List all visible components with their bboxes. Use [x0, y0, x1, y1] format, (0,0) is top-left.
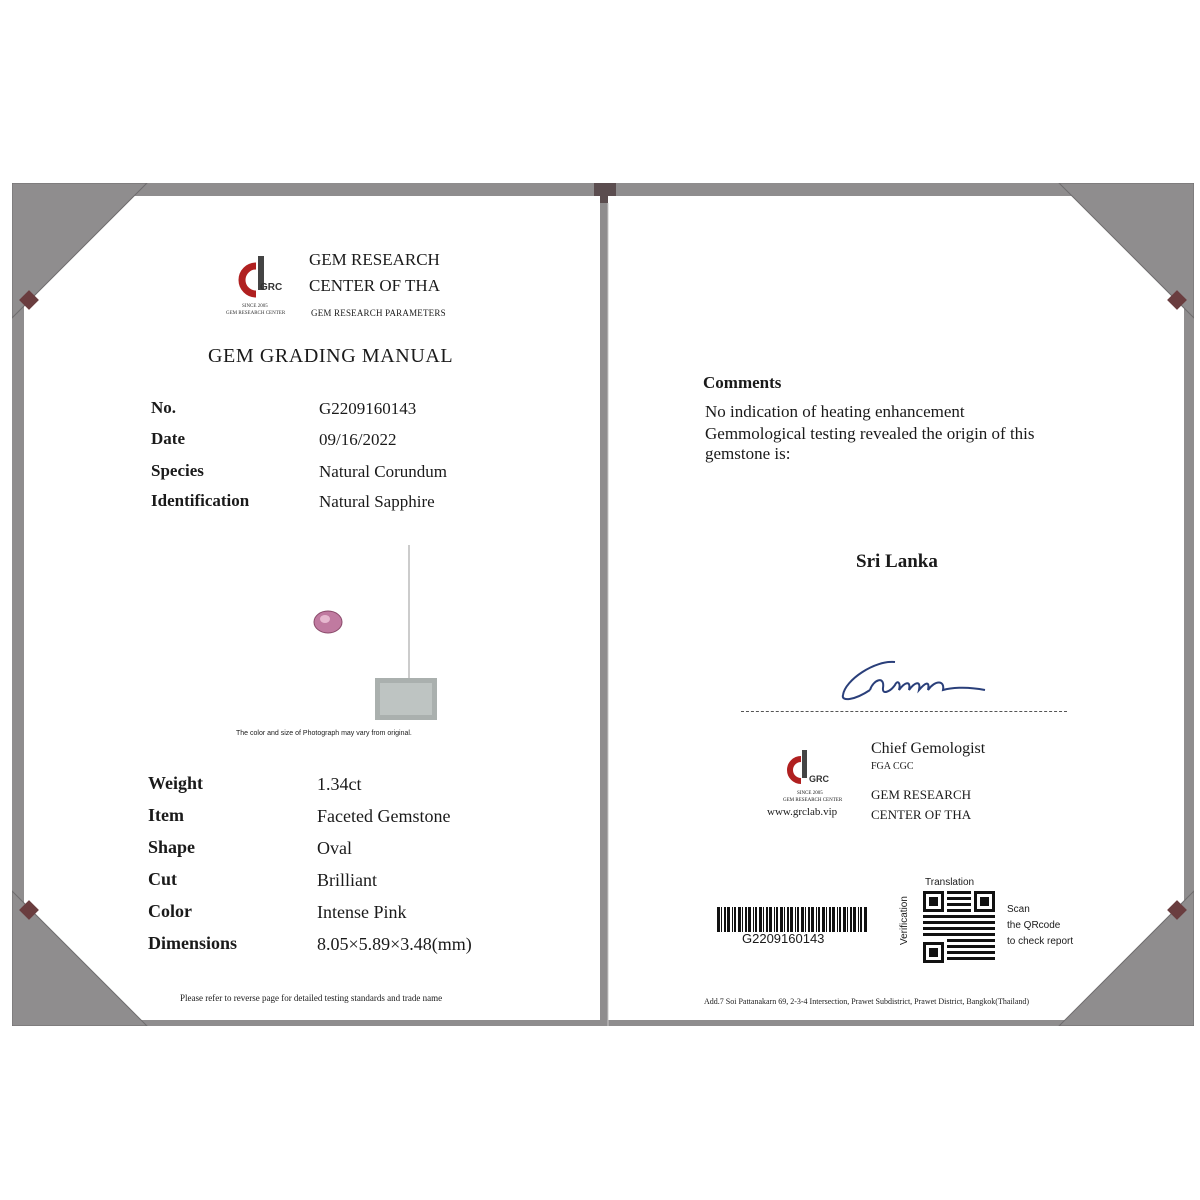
comments-line3: gemstone is:: [705, 444, 791, 463]
origin-country: Sri Lanka: [856, 551, 938, 572]
field-label-species: Species: [151, 461, 204, 480]
logo-center-name: GEM RESEARCH CENTER: [226, 311, 286, 316]
field-label-dimensions: Dimensions: [148, 933, 238, 953]
qr-verification-label: Verification: [899, 896, 910, 945]
comments-heading: Comments: [703, 373, 782, 392]
field-value-cut: Brilliant: [317, 870, 377, 890]
field-label-shape: Shape: [148, 837, 196, 857]
field-label-cut: Cut: [148, 869, 178, 889]
org-subline: GEM RESEARCH PARAMETERS: [311, 308, 446, 318]
field-label-identification: Identification: [151, 491, 250, 510]
signatory-title: Chief Gemologist: [871, 740, 986, 757]
signature-line: [741, 711, 1067, 712]
field-value-date: 09/16/2022: [319, 430, 397, 449]
logo-since: SINCE 2005: [242, 304, 268, 309]
field-value-weight: 1.34ct: [317, 774, 362, 794]
field-value-item: Faceted Gemstone: [317, 806, 451, 826]
folder-corners: [12, 183, 1194, 1026]
signatory-credentials: FGA CGC: [871, 761, 914, 772]
field-label-color: Color: [148, 901, 192, 921]
qr-scan-line3: to check report: [1007, 936, 1074, 947]
logo-small-text: GRC: [809, 774, 829, 784]
field-label-item: Item: [148, 805, 184, 825]
comments-line1: No indication of heating enhancement: [705, 402, 965, 421]
grc-logo-small: [780, 748, 850, 808]
field-label-date: Date: [151, 429, 185, 448]
logo-small-since: SINCE 2005: [797, 791, 823, 796]
field-value-species: Natural Corundum: [319, 462, 447, 481]
field-value-dimensions: 8.05×5.89×3.48(mm): [317, 934, 472, 954]
reverse-page-note: Please refer to reverse page for detailed testing standards and trade name: [180, 993, 443, 1003]
signature: [835, 650, 995, 705]
website: www.grclab.vip: [767, 806, 838, 818]
field-value-no: G2209160143: [319, 399, 417, 418]
org-name-line1: GEM RESEARCH: [309, 250, 440, 269]
qr-scan-line2: the QRcode: [1007, 920, 1061, 931]
comments-line2: Gemmological testing revealed the origin of this: [705, 424, 1035, 443]
document-title: GEM GRADING MANUAL: [208, 345, 454, 367]
logo-small-center: GEM RESEARCH CENTER: [783, 798, 843, 803]
logo-text: GRC: [260, 282, 283, 293]
org-name-line2: CENTER OF THA: [309, 276, 440, 295]
field-value-identification: Natural Sapphire: [319, 492, 435, 511]
field-label-weight: Weight: [148, 773, 204, 793]
barcode-number: G2209160143: [742, 931, 825, 946]
field-label-no: No.: [151, 398, 177, 417]
photo-disclaimer: The color and size of Photograph may vary from original.: [236, 730, 412, 737]
qr-translation-label: Translation: [925, 877, 975, 888]
address: Add.7 Soi Pattanakarn 69, 2-3-4 Intersection, Prawet Subdistrict, Prawet District, Bangkok(Thailand): [704, 997, 1030, 1006]
gem-photo: [300, 540, 460, 730]
grc-logo: [226, 252, 296, 322]
qr-code: [923, 891, 995, 963]
barcode: [717, 907, 867, 932]
field-value-shape: Oval: [317, 838, 352, 858]
qr-scan-line1: Scan: [1007, 904, 1030, 915]
grc-logo-small-mark: [780, 748, 850, 794]
signatory-org-line1: GEM RESEARCH: [871, 787, 972, 802]
signatory-org-line2: CENTER OF THA: [871, 807, 972, 822]
field-value-color: Intense Pink: [317, 902, 407, 922]
